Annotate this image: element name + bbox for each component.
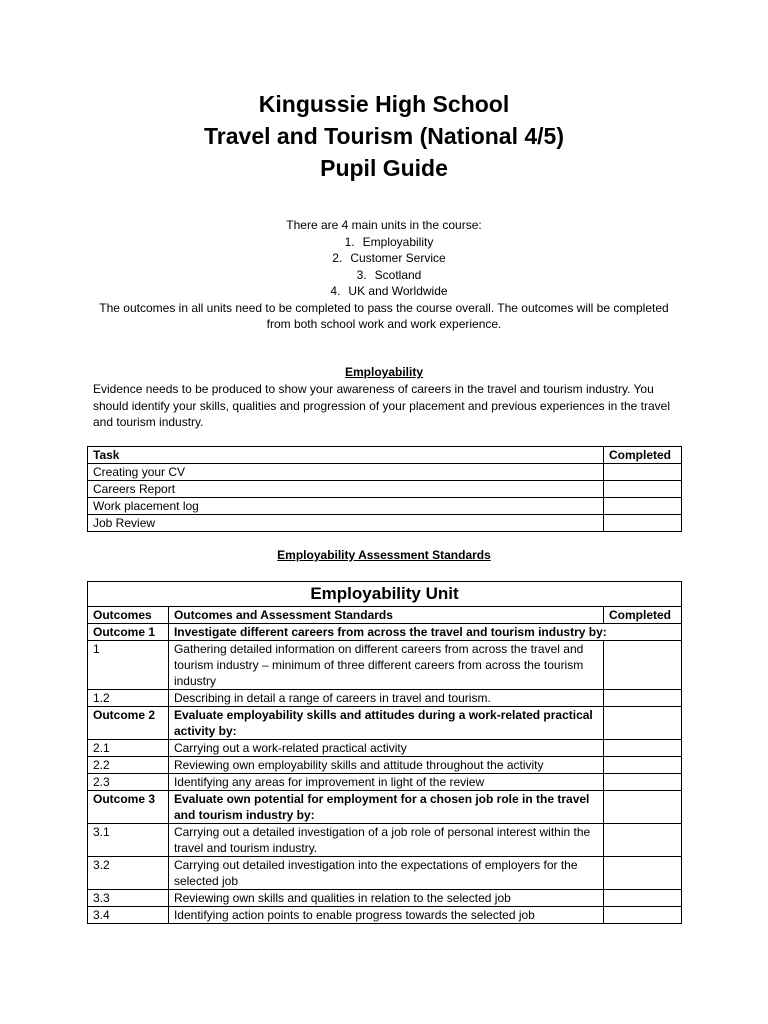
outcome-text: Evaluate own potential for employment for a chosen job role in the travel and tourism industry by: xyxy=(168,791,603,824)
standard-text: Carrying out detailed investigation into the expectations of employers for the selected job xyxy=(168,857,603,890)
table-row xyxy=(88,641,682,690)
table-row xyxy=(88,690,682,707)
standard-text: Reviewing own skills and qualities in relation to the selected job xyxy=(168,890,603,907)
unit-list-item xyxy=(90,234,678,251)
course-title: Travel and Tourism (National 4/5) xyxy=(204,123,564,149)
completed-cell[interactable] xyxy=(604,481,682,498)
unit-number: 2. xyxy=(332,251,343,265)
unit-list-item xyxy=(90,283,678,300)
standard-text: Identifying action points to enable progress towards the selected job xyxy=(168,907,603,924)
standard-text: Carrying out a detailed investigation of a job role of personal interest within the travel and tourism industry. xyxy=(168,824,603,857)
completed-cell[interactable] xyxy=(604,464,682,481)
unit-label: Customer Service xyxy=(350,251,446,265)
completed-cell[interactable] xyxy=(604,740,682,757)
table-row xyxy=(88,857,682,890)
unit-title-row xyxy=(88,582,682,607)
assessment-header-row xyxy=(88,607,682,624)
unit-number: 1. xyxy=(344,234,355,249)
standard-id: 1.2 xyxy=(88,690,169,707)
unit-list-item xyxy=(90,267,678,284)
standard-text: Carrying out a work-related practical activity xyxy=(168,740,603,757)
outcome-id: Outcome 3 xyxy=(88,791,169,824)
table-row xyxy=(88,774,682,791)
completed-cell[interactable] xyxy=(604,690,682,707)
standard-text: Identifying any areas for improvement in light of the review xyxy=(168,774,603,791)
task-table-header xyxy=(88,447,682,464)
unit-title: Employability Unit xyxy=(88,582,682,607)
table-row xyxy=(88,481,682,498)
unit-list-item xyxy=(90,250,678,267)
standard-id: 3.1 xyxy=(88,824,169,857)
completed-cell[interactable] xyxy=(604,757,682,774)
employability-description: Evidence needs to be produced to show your awareness of careers in the travel and tourism industry. You should identify your skills, qualities and progression of your placement and previous experiences in the travel and tourism industry. xyxy=(93,382,670,430)
table-row xyxy=(88,464,682,481)
task-header: Task xyxy=(88,447,604,464)
completed-cell[interactable] xyxy=(604,641,682,690)
unit-label: UK and Worldwide xyxy=(348,284,448,298)
table-row xyxy=(88,757,682,774)
title-block xyxy=(0,88,768,184)
school-name: Kingussie High School xyxy=(258,91,510,117)
task-name: Careers Report xyxy=(88,481,604,498)
completed-cell[interactable] xyxy=(604,824,682,857)
table-row xyxy=(88,907,682,924)
outcome-id: Outcome 1 xyxy=(88,624,169,641)
employability-heading: Employability xyxy=(344,365,424,379)
completed-cell[interactable] xyxy=(604,707,682,740)
task-name: Work placement log xyxy=(88,498,604,515)
assessment-heading: Employability Assessment Standards xyxy=(277,548,491,562)
table-row xyxy=(88,740,682,757)
outcomes-header: Outcomes xyxy=(88,607,169,624)
unit-label: Scotland xyxy=(374,267,422,282)
outcome-text: Investigate different careers from across the travel and tourism industry by: xyxy=(168,624,681,641)
standard-text: Reviewing own employability skills and attitude throughout the activity xyxy=(168,757,603,774)
intro-lead: There are 4 main units in the course: xyxy=(286,218,482,232)
task-name: Creating your CV xyxy=(88,464,604,481)
completed-cell[interactable] xyxy=(604,857,682,890)
standards-header: Outcomes and Assessment Standards xyxy=(168,607,603,624)
completed-cell[interactable] xyxy=(604,907,682,924)
standard-id: 2.2 xyxy=(88,757,169,774)
outcome-id: Outcome 2 xyxy=(88,707,169,740)
completed-cell[interactable] xyxy=(604,890,682,907)
standard-id: 3.3 xyxy=(88,890,169,907)
completed-cell[interactable] xyxy=(604,498,682,515)
guide-title: Pupil Guide xyxy=(320,155,448,181)
completed-cell[interactable] xyxy=(604,515,682,532)
completed-cell[interactable] xyxy=(604,791,682,824)
outcomes-note: The outcomes in all units need to be completed to pass the course overall. The outcomes will be completed from both school work and work experience. xyxy=(99,300,669,331)
completed-cell[interactable] xyxy=(604,774,682,791)
standard-id: 2.1 xyxy=(88,740,169,757)
standard-id: 3.2 xyxy=(88,857,169,890)
standard-id: 1 xyxy=(88,641,169,690)
standard-id: 3.4 xyxy=(88,907,169,924)
standard-text: Describing in detail a range of careers in travel and tourism. xyxy=(168,690,603,707)
task-table xyxy=(87,446,682,532)
outcome-text: Evaluate employability skills and attitudes during a work-related practical activity by: xyxy=(168,707,603,740)
outcome-row xyxy=(88,624,682,641)
table-row xyxy=(88,515,682,532)
outcome-row xyxy=(88,791,682,824)
task-name: Job Review xyxy=(88,515,604,532)
unit-number: 3. xyxy=(356,267,367,282)
table-row xyxy=(88,824,682,857)
unit-label: Employability xyxy=(362,234,434,249)
standard-id: 2.3 xyxy=(88,774,169,791)
standard-text: Gathering detailed information on different careers from across the travel and tourism industry – minimum of three different careers from across the tourism industry xyxy=(168,641,603,690)
completed-header: Completed xyxy=(604,447,682,464)
unit-list xyxy=(90,234,678,300)
course-intro xyxy=(90,217,678,333)
assessment-table xyxy=(87,581,682,924)
table-row xyxy=(88,890,682,907)
table-row xyxy=(88,498,682,515)
unit-number: 4. xyxy=(330,284,341,298)
completed-header: Completed xyxy=(604,607,682,624)
outcome-row xyxy=(88,707,682,740)
